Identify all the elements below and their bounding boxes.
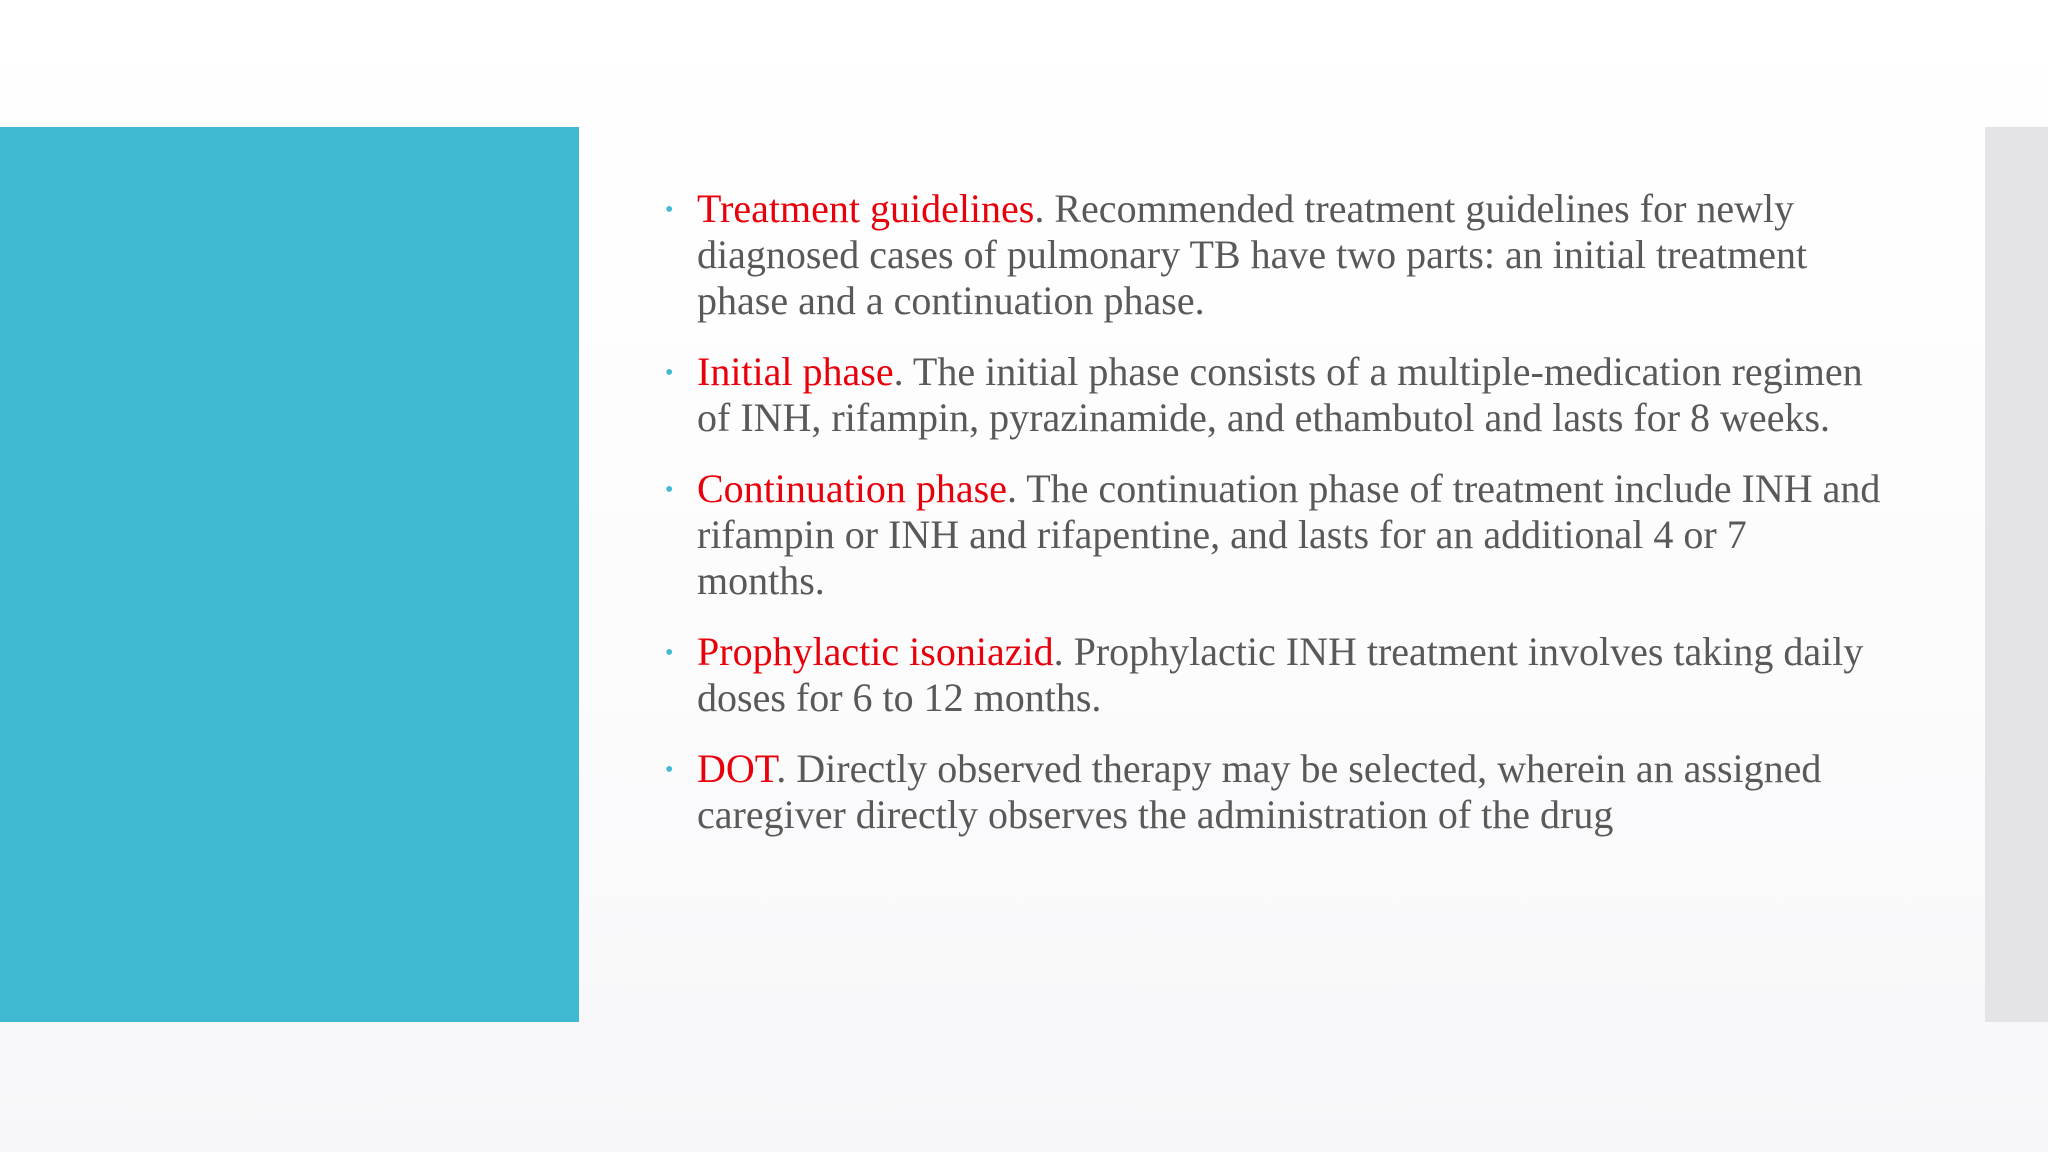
bullet-dot-icon: • bbox=[665, 360, 674, 386]
accent-block bbox=[0, 127, 579, 1022]
bullet-item-continuation-phase bbox=[662, 466, 1882, 604]
bullet-term: Initial phase bbox=[697, 349, 894, 394]
bullet-list bbox=[662, 186, 1882, 838]
bullet-item-treatment-guidelines bbox=[662, 186, 1882, 324]
bullet-item-prophylactic-isoniazid bbox=[662, 629, 1882, 721]
bullet-text: . Directly observed therapy may be selected, wherein an assigned caregiver directly observes the administration of the drug bbox=[697, 746, 1822, 837]
bullet-item-initial-phase bbox=[662, 349, 1882, 441]
side-strip bbox=[1985, 127, 2048, 1022]
bullet-item-dot bbox=[662, 746, 1882, 838]
bullet-dot-icon: • bbox=[665, 197, 674, 223]
bullet-dot-icon: • bbox=[665, 757, 674, 783]
bullet-term: Treatment guidelines bbox=[697, 186, 1035, 231]
slide-content bbox=[662, 186, 1882, 863]
bullet-term: Prophylactic isoniazid bbox=[697, 629, 1054, 674]
bullet-dot-icon: • bbox=[665, 477, 674, 503]
bullet-text: . Prophylactic INH treatment involves taking daily doses for 6 to 12 months. bbox=[697, 629, 1864, 720]
bullet-term: Continuation phase bbox=[697, 466, 1007, 511]
bullet-dot-icon: • bbox=[665, 640, 674, 666]
bullet-text: . The continuation phase of treatment include INH and rifampin or INH and rifapentine, and lasts for an additional 4 or 7 months. bbox=[697, 466, 1881, 603]
bullet-text: . The initial phase consists of a multiple-medication regimen of INH, rifampin, pyrazinamide, and ethambutol and lasts for 8 weeks. bbox=[697, 349, 1863, 440]
bullet-text: . Recommended treatment guidelines for newly diagnosed cases of pulmonary TB have two parts: an initial treatment phase and a continuation phase. bbox=[697, 186, 1808, 323]
bullet-term: DOT bbox=[697, 746, 777, 791]
